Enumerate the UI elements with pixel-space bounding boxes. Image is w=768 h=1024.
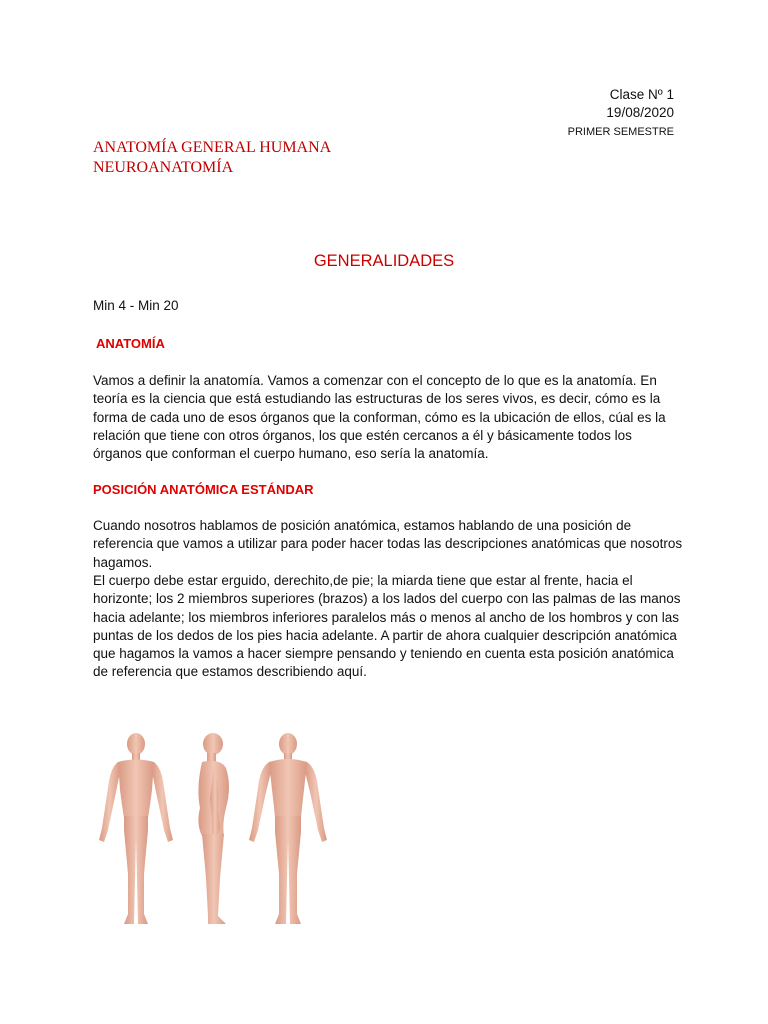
course-subject: NEUROANATOMÍA — [93, 159, 234, 176]
course-title — [93, 138, 331, 178]
minute-range: Min 4 - Min 20 — [93, 298, 179, 313]
paragraph-anatomia: Vamos a definir la anatomía. Vamos a comenzar con el concepto de lo que es la anatomía. En teoría es la ciencia que está estudiando las estructuras de los seres vivos, es decir, cómo es la forma de cada uno de esos órganos que la conforman, cómo es la ubicación de ellos, cúal es la relación que tiene con otros órganos, los que estén cercanos a él y básicamente todos los órganos que conforman el cuerpo humano, eso sería la anatomía. — [93, 373, 666, 462]
class-meta — [568, 86, 674, 141]
heading-posicion-anatomica: POSICIÓN ANATÓMICA ESTÁNDAR — [93, 482, 314, 497]
class-date: 19/08/2020 — [606, 105, 674, 120]
section-title: GENERALIDADES — [313, 252, 455, 270]
anatomical-position-figures — [92, 728, 342, 930]
class-number: Clase Nº 1 — [609, 87, 674, 102]
paragraph-posicion-intro: Cuando nosotros hablamos de posición anatómica, estamos hablando de una posición de referencia que vamos a utilizar para poder hacer todas las descripciones anatómicas que nosotros hagamos. — [93, 518, 683, 570]
back-view-figure — [249, 733, 327, 924]
semester-label: PRIMER SEMESTRE — [567, 126, 674, 138]
front-view-figure — [99, 733, 173, 924]
heading-anatomia: ANATOMÍA — [96, 336, 165, 351]
side-view-figure — [198, 733, 229, 924]
course-name: ANATOMÍA GENERAL HUMANA — [93, 139, 332, 156]
paragraph-posicion-description: El cuerpo debe estar erguido, derechito,de pie; la miarda tiene que estar al frente, hacia el horizonte; los 2 miembros superiores (brazos) a los lados del cuerpo con las palmas de las manos hacia adelante; los miembros inferiores paralelos más o menos al ancho de los hombros y con las puntas de los dedos de los pies hacia adelante. A partir de ahora cualquier descripción anatómica que hagamos la vamos a hacer siempre pensando y teniendo en cuenta esta posición anatómica de referencia que estamos describiendo aquí. — [93, 573, 681, 680]
